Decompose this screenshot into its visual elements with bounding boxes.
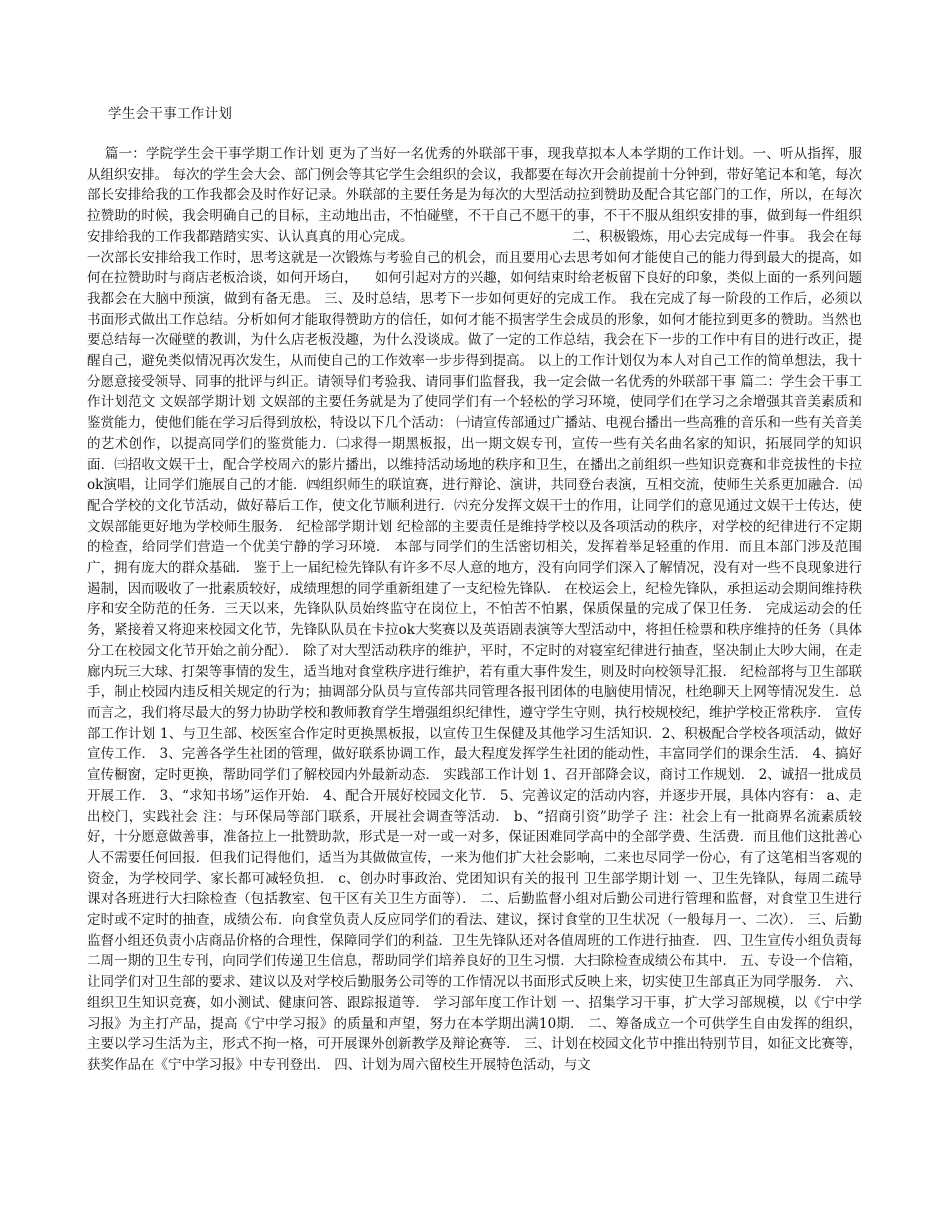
document-body: 篇一：学院学生会干事学期工作计划 更为了当好一名优秀的外联部干事，现我草拟本人本学期的工作计划。一、听从指挥，服从组织安排。 每次的学生会大会、部门例会等其它学生会组织的会议，我都要在每次开会前提前十分钟到，带好笔记本和笔，每次部长安排给我的工作我都会及时作好记录。外联部的主要任务是为每次的大型活动拉到赞助及配合其它部门的工作，所以，在每次拉赞助的时候，我会明确自己的目标，主动地出击，不怕碰壁，不干自己不愿干的事，不干不服从组织安排的事，做到每一件组织安排给我的工作我都踏踏实实、认认真真的用心完成。 二、积极锻炼，用心去完成每一件事。 我会在每一次部长安排给我工作时，思考这就是一次锻炼与考验自己的机会，而且要用心去思考如何才能使自己的能力得到最大的提高，如何在拉赞助时与商店老板洽谈，如何开场白， 如何引起对方的兴趣，如何结束时给老板留下良好的印象，类似上面的一系列问题我都会在大脑中预演，做到有备无患。 三、及时总结，思考下一步如何更好的完成工作。 我在完成了每一阶段的工作后，必须以书面形式做出工作总结。分析如何才能取得赞助方的信任，如何才能不损害学生会成员的形象，如何才能拉到更多的赞助。当然也要总结每一次碰壁的教训，为什么店老板没趣，为什么没谈成。做了一定的工作总结，我会在下一步的工作中有目的进行改正，提醒自己，避免类似情况再次发生，从而使自己的工作效率一步步得到提高。 以上的工作计划仅为本人对自己工作的简单想法，我十分愿意接受领导、同事的批评与纠正。请领导们考验我、请同事们监督我，我一定会做一名优秀的外联部干事 篇二：学生会干事工作计划范文 文娱部学期计划 文娱部的主要任务就是为了使同学们有一个轻松的学习环境，使同学们在学习之余增强其音美素质和鉴赏能力，使他们能在学习后得到放松，特设以下几个活动： ㈠请宣传部通过广播站、电视台播出一些高雅的音乐和一些有关音美的艺术创作，以提高同学们的鉴赏能力．㈡求得一期黑板报，出一期文娱专刊，宣传一些有关名曲名家的知识，拓展同学的知识面．㈢招收文娱干士，配合学校周六的影片播出，以维持活动场地的秩序和卫生，在播出之前组织一些知识竞赛和非竞拔性的卡拉ok演唱，让同学们施展自己的才能．㈣组织师生的联谊赛，进行辩论、演讲，共同登台表演，互相交流，使师生关系更加融合．㈤配合学校的文化节活动，做好幕后工作，使文化节顺利进行．㈥充分发挥文娱干士的作用，让同学们的意见通过文娱干士传达，使文娱部能更好地为学校师生服务． 纪检部学期计划 纪检部的主要责任是维持学校以及各项活动的秩序，对学校的纪律进行不定期的检查，给同学们营造一个优美宁静的学习环境． 本部与同学们的生活密切相关，发挥着举足轻重的作用．而且本部门涉及范围广，拥有庞大的群众基础． 鉴于上一届纪检先锋队有许多不尽人意的地方，没有向同学们深入了解情况，没有对一些不良现象进行遏制，因而吸收了一批素质较好，成绩理想的同学重新组建了一支纪检先锋队． 在校运会上，纪检先锋队，承担运动会期间维持秩序和安全防范的任务．三天以来，先锋队队员始终监守在岗位上，不怕苦不怕累，保质保量的完成了保卫任务． 完成运动会的任务，紧接着又将迎来校园文化节，先锋队队员在卡拉ok大奖赛以及英语剧表演等大型活动中，将担任检票和秩序维持的任务（具体分工在校园文化节开始之前分配）． 除了对大型活动秩序的维护，平时，不定时的对寝室纪律进行抽查，坚决制止大吵大闹，在走廊内玩三大球、打架等事情的发生，适当地对食堂秩序进行维护，若有重大事件发生，则及时向校领导汇报． 纪检部将与卫生部联手，制止校园内违反相关规定的行为；抽调部分队员与宣传部共同管理各报刊团体的电脑使用情况，杜绝聊天上网等情况发生．总而言之，我们将尽最大的努力协助学校和教师教育学生增强组织纪律性，遵守学生守则，执行校规校纪，维护学校正常秩序． 宣传部工作计划 1、与卫生部、校医室合作定时更换黑板报，以宣传卫生保健及其他学习生活知识．2、积极配合学校各项活动，做好宣传工作． 3、完善各学生社团的管理，做好联系协调工作，最大程度发挥学生社团的能动性，丰富同学们的课余生活． 4、搞好宣传橱窗，定时更换，帮助同学们了解校园内外最新动态． 实践部工作计划 1、召开部降会议，商讨工作规划． 2、诚招一批成员开展工作． 3、“求知书场”运作开始． 4、配合开展好校园文化节． 5、完善议定的活动内容，并逐步开展，具体内容有： a、走出校门，实践社会 注：与环保局等部门联系，开展社会调查等活动． b、“招商引资”助学子 注：社会上有一批商界名流素质较好，十分愿意做善事，准备拉上一批赞助款，形式是一对一或一对多，保证困难同学高中的全部学费、生活费．而且他们这批善心人不需要任何回报．但我们记得他们，适当为其做做宣传，一来为他们扩大社会影响，二来也尽同学一份心，有了这笔相当客观的资金，为学校同学、家长都可减轻负担． c、创办时事政治、党团知识有关的报刊 卫生部学期计划 一、卫生先锋队，每周二疏导课对各班进行大扫除检查（包括教室、包干区有关卫生方面等）． 二、后勤监督小组对后勤公司进行管理和监督，对食堂卫生进行定时或不定时的抽查，成绩公布．向食堂负责人反应同学们的看法、建议，探讨食堂的卫生状况（一般每月一、二次）． 三、后勤监督小组还负责小店商品价格的合理性，保障同学们的利益．卫生先锋队还对各值周班的工作进行抽查． 四、卫生宣传小组负责每二周一期的卫生专刊，向同学们传递卫生信息，帮助同学们培养良好的卫生习惯．大扫除检查成绩公布其中． 五、专设一个信箱，让同学们对卫生部的要求、建议以及对学校后勤服务公司等的工作情况以书面形式反映上来，切实使卫生部真正为同学服务． 六、组织卫生知识竞赛，如小测试、健康问答、跟踪报道等． 学习部年度工作计划 一、招集学习干事，扩大学习部规模，以《宁中学习报》为主打产品，提高《宁中学习报》的质量和声望，努力在本学期出满10期． 二、筹备成立一个可供学生自由发挥的组织，主要以学习生活为主，形式不拘一格，可开展课外创新教学及辩论赛等． 三、计划在校园文化节中推出特别节目，如征文比赛等，获奖作品在《宁中学习报》中专刊登出． 四、计划为周六留校生开展特色活动，与文 xyxy=(87,146,862,1073)
document-page xyxy=(87,104,862,1076)
document-title: 学生会干事工作计划 xyxy=(108,106,233,122)
